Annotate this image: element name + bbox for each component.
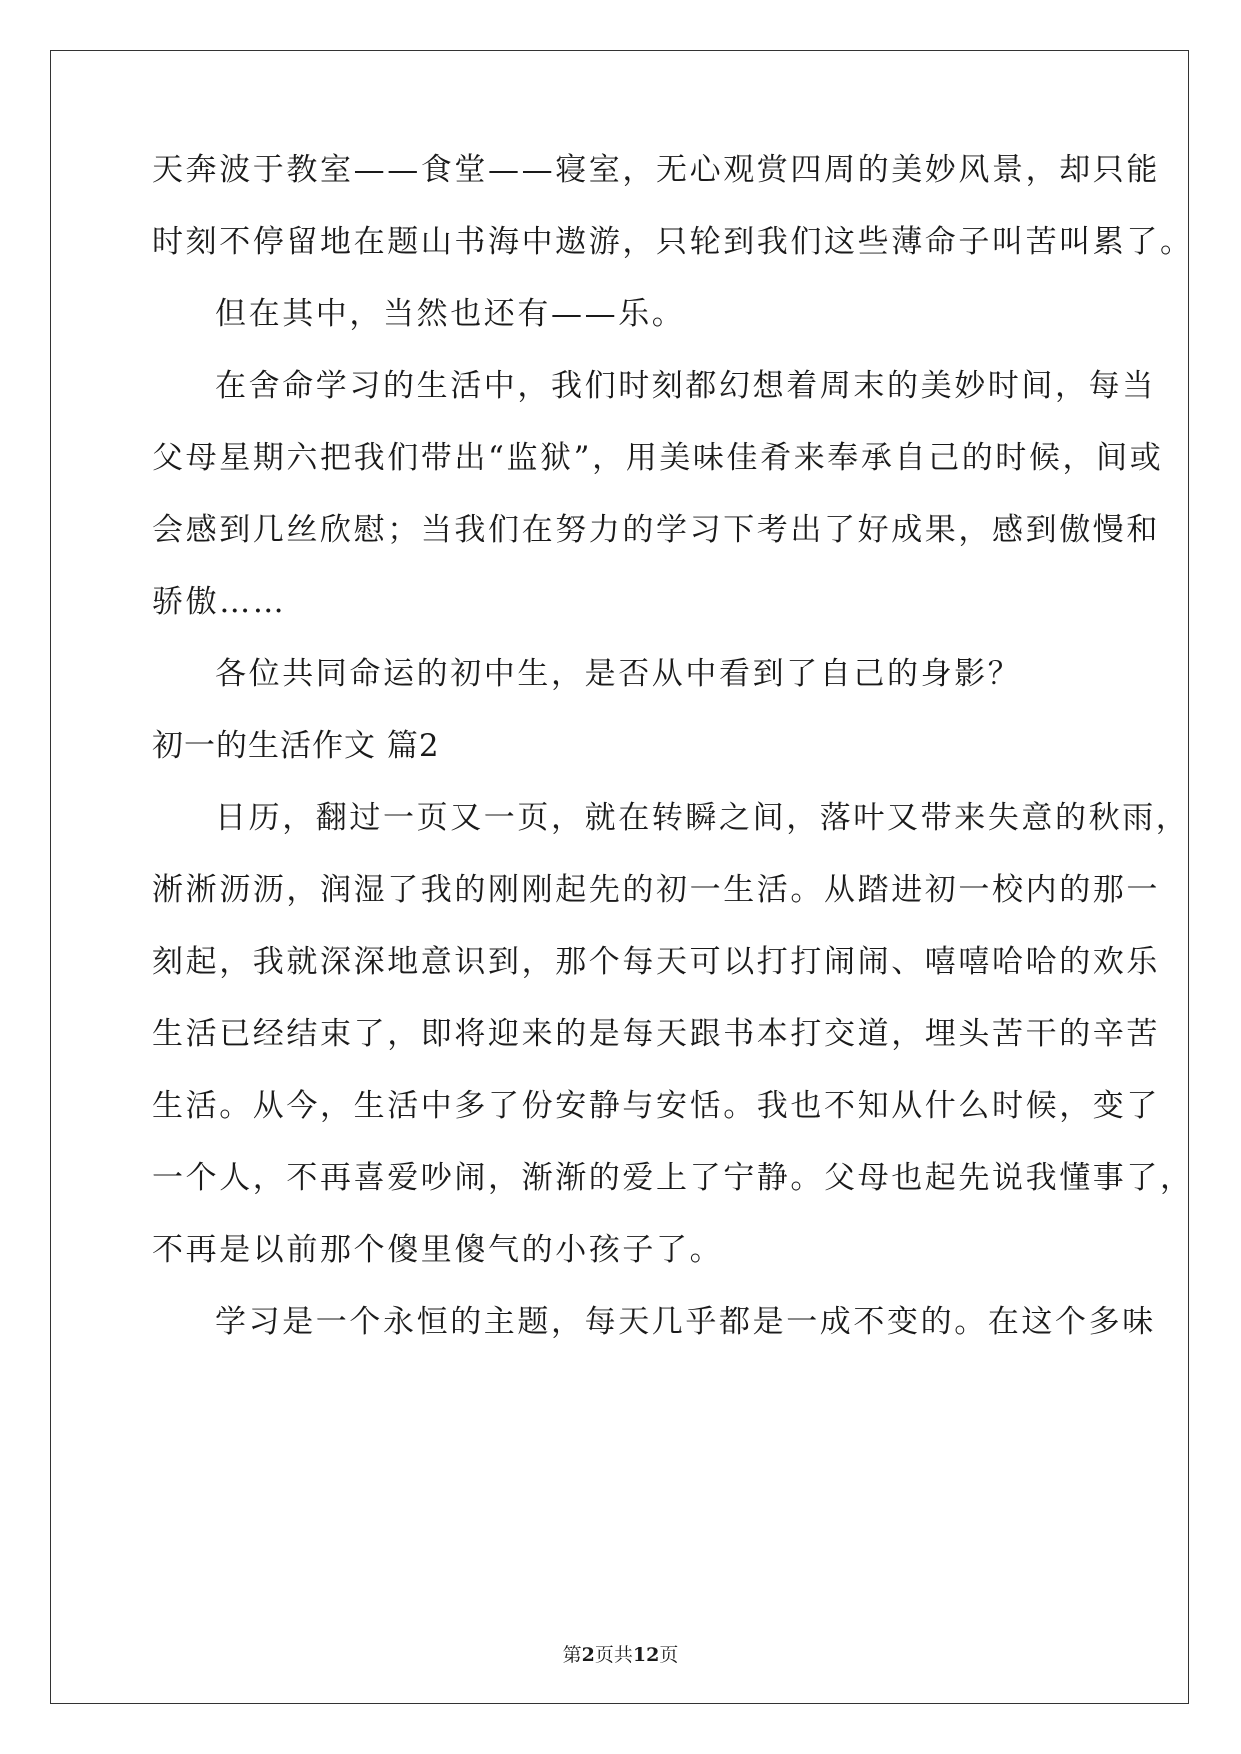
paragraph-line: 在舍命学习的生活中，我们时刻都幻想着周末的美妙时间，每当 — [215, 368, 1156, 404]
page-footer — [0, 1643, 1241, 1667]
paragraph-line: 淅淅沥沥，润湿了我的刚刚起先的初一生活。从踏进初一校内的那一 — [152, 872, 1160, 908]
paragraph-line: 不再是以前那个傻里傻气的小孩子了。 — [152, 1232, 724, 1268]
section-heading: 初一的生活作文 篇2 — [152, 728, 440, 764]
paragraph-line: 时刻不停留地在题山书海中遨游，只轮到我们这些薄命子叫苦叫累了。 — [152, 224, 1194, 260]
total-suffix: 页 — [659, 1644, 679, 1666]
paragraph-line: 父母星期六把我们带出“监狱”，用美味佳肴来奉承自己的时候，间或 — [152, 440, 1164, 476]
paragraph-line: 生活已经结束了，即将迎来的是每天跟书本打交道，埋头苦干的辛苦 — [152, 1016, 1160, 1052]
paragraph-line: 骄傲…… — [152, 584, 287, 620]
page-suffix: 页 — [594, 1644, 614, 1666]
paragraph-line: 但在其中，当然也还有——乐。 — [215, 296, 686, 332]
paragraph-line: 会感到几丝欣慰；当我们在努力的学习下考出了好成果，感到傲慢和 — [152, 512, 1160, 548]
total-prefix: 共 — [613, 1644, 633, 1666]
paragraph-line: 各位共同命运的初中生，是否从中看到了自己的身影？ — [215, 656, 1022, 692]
paragraph-line: 一个人，不再喜爱吵闹，渐渐的爱上了宁静。父母也起先说我懂事了， — [152, 1160, 1194, 1196]
page-prefix: 第 — [562, 1644, 582, 1666]
paragraph-line: 生活。从今，生活中多了份安静与安恬。我也不知从什么时候，变了 — [152, 1088, 1160, 1124]
total-pages: 12 — [632, 1644, 660, 1666]
paragraph-line: 天奔波于教室——食堂——寝室，无心观赏四周的美妙风景，却只能 — [152, 152, 1160, 188]
paragraph-line: 刻起，我就深深地意识到，那个每天可以打打闹闹、嘻嘻哈哈的欢乐 — [152, 944, 1160, 980]
page-number: 2 — [581, 1644, 595, 1666]
paragraph-line: 学习是一个永恒的主题，每天几乎都是一成不变的。在这个多味 — [215, 1304, 1156, 1340]
paragraph-line: 日历，翻过一页又一页，就在转瞬之间，落叶又带来失意的秋雨， — [215, 800, 1190, 836]
